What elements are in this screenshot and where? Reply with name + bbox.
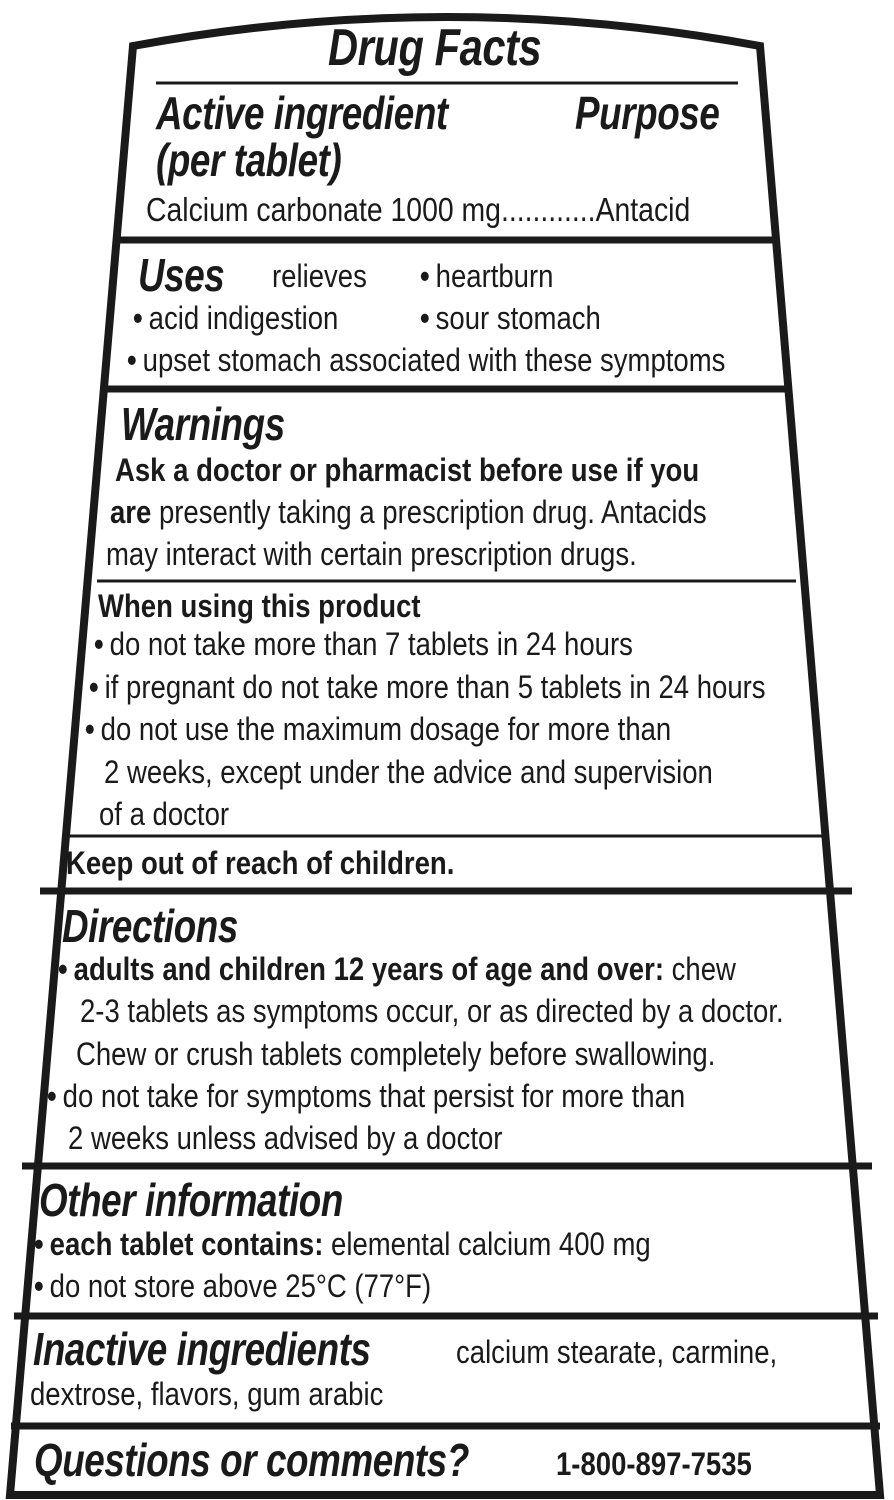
bullet: •: [34, 1226, 44, 1262]
bullet: •: [58, 951, 68, 987]
inactive-ingredients-text: calcium stearate, carmine,: [456, 1334, 778, 1370]
questions-heading: Questions or comments?: [34, 1434, 469, 1486]
other-information-heading: Other information: [39, 1174, 343, 1226]
active-ingredient-line: [146, 193, 690, 226]
bullet: •: [85, 711, 95, 747]
bullet: •: [34, 1268, 44, 1304]
bullet: •: [420, 258, 430, 294]
ingredient-purpose: Antacid: [595, 191, 691, 228]
bullet: •: [133, 300, 143, 336]
uses-heading: Uses: [138, 249, 225, 301]
bullet: •: [420, 300, 430, 336]
phone-number: 1-800-897-7535: [556, 1446, 752, 1482]
uses-intro: relieves: [272, 258, 367, 294]
directions-heading: Directions: [62, 900, 238, 952]
directions-continuation: 2 weeks unless advised by a doctor: [68, 1120, 503, 1156]
drug-facts-title: Drug Facts: [328, 19, 542, 77]
when-using-item: • if pregnant do not take more than 5 tablets in 24 hours: [89, 669, 766, 705]
ingredient-name: Calcium carbonate 1000 mg: [146, 191, 501, 228]
uses-item: • upset stomach associated with these symptoms: [127, 342, 726, 378]
when-using-continuation: of a doctor: [99, 796, 230, 832]
ask-doctor-line-2: [110, 496, 707, 528]
ingredient-leader: ............: [500, 191, 596, 228]
warnings-heading: Warnings: [121, 398, 285, 450]
active-ingredient-subheading: (per tablet): [156, 134, 342, 186]
ask-doctor-text: presently taking a prescription drug. Antacids: [158, 494, 707, 530]
when-using-item: • do not use the maximum dosage for more than: [85, 711, 672, 747]
bullet: •: [89, 669, 99, 705]
other-information-item: • do not store above 25°C (77°F): [34, 1268, 432, 1304]
active-ingredient-heading: Active ingredient: [156, 87, 448, 139]
directions-item: • do not take for symptoms that persist for more than: [47, 1078, 686, 1114]
inactive-ingredients-text: dextrose, flavors, gum arabic: [30, 1376, 384, 1412]
ask-doctor-bold: are: [110, 494, 152, 530]
uses-item: • heartburn: [420, 258, 554, 294]
when-using-item: • do not take more than 7 tablets in 24 hours: [94, 626, 633, 662]
bullet: •: [127, 342, 137, 378]
bullet: •: [47, 1078, 57, 1114]
keep-out-of-reach: Keep out of reach of children.: [66, 845, 455, 881]
when-using-continuation: 2 weeks, except under the advice and supervision: [104, 754, 713, 790]
directions-continuation: 2-3 tablets as symptoms occur, or as directed by a doctor.: [80, 993, 784, 1029]
uses-item: • sour stomach: [420, 300, 601, 336]
directions-item: • adults and children 12 years of age and over: chew: [58, 951, 736, 987]
directions-continuation: Chew or crush tablets completely before swallowing.: [76, 1036, 716, 1072]
inactive-ingredients-heading: Inactive ingredients: [33, 1323, 371, 1375]
when-using-heading: When using this product: [98, 588, 421, 624]
uses-item: • acid indigestion: [133, 300, 339, 336]
ask-doctor-line-1: Ask a doctor or pharmacist before use if you: [115, 452, 700, 488]
bullet: •: [94, 626, 104, 662]
purpose-heading: Purpose: [575, 87, 720, 139]
ask-doctor-line-3: may interact with certain prescription drugs.: [106, 536, 637, 572]
other-information-item: • each tablet contains: elemental calcium 400 mg: [34, 1226, 651, 1262]
